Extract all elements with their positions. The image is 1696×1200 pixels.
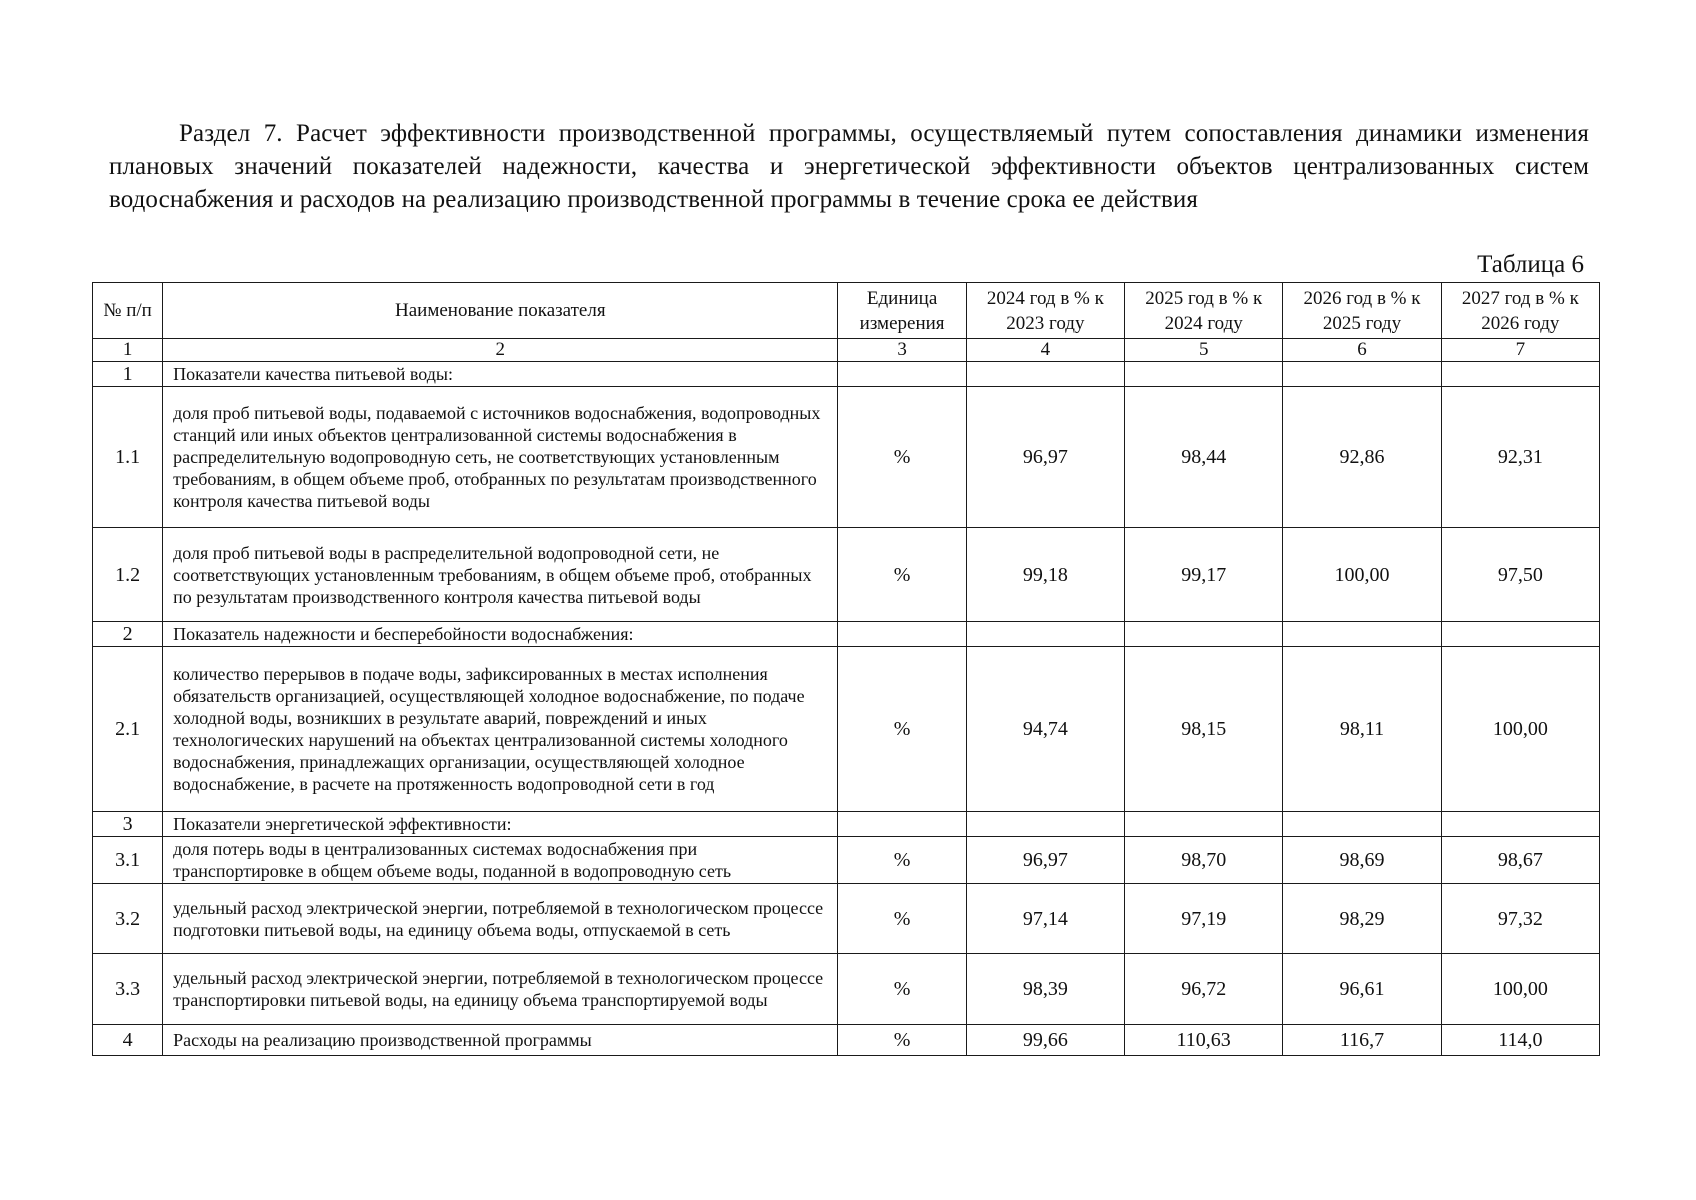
row-indicator-name: Показатель надежности и бесперебойности водоснабжения: — [163, 622, 838, 647]
row-value-2026 — [1283, 622, 1441, 647]
table-row-section — [93, 622, 1600, 647]
header-num: № п/п — [93, 283, 163, 339]
efficiency-table — [92, 282, 1600, 1056]
column-index: 3 — [838, 339, 966, 362]
header-2026: 2026 год в % к 2025 году — [1283, 283, 1441, 339]
table-row — [93, 837, 1600, 884]
row-unit: % — [838, 528, 966, 622]
row-indicator-name: Расходы на реализацию производственной программы — [163, 1025, 838, 1056]
row-value-2026: 98,69 — [1283, 837, 1441, 884]
row-value-2025 — [1125, 362, 1283, 387]
row-unit — [838, 622, 966, 647]
header-name: Наименование показателя — [163, 283, 838, 339]
row-number: 3 — [93, 812, 163, 837]
row-value-2026: 100,00 — [1283, 528, 1441, 622]
row-value-2025: 110,63 — [1125, 1025, 1283, 1056]
row-value-2024 — [966, 812, 1124, 837]
row-value-2025: 98,44 — [1125, 387, 1283, 528]
table-row-section — [93, 812, 1600, 837]
row-value-2027: 114,0 — [1441, 1025, 1599, 1056]
row-value-2024 — [966, 362, 1124, 387]
row-value-2025: 98,70 — [1125, 837, 1283, 884]
column-index: 1 — [93, 339, 163, 362]
table-row-section — [93, 362, 1600, 387]
row-value-2025: 97,19 — [1125, 884, 1283, 954]
row-value-2026: 116,7 — [1283, 1025, 1441, 1056]
row-value-2024: 97,14 — [966, 884, 1124, 954]
header-unit: Единица измерения — [838, 283, 966, 339]
table-row — [93, 1025, 1600, 1056]
row-number: 3.1 — [93, 837, 163, 884]
table-row — [93, 954, 1600, 1025]
row-value-2026: 98,29 — [1283, 884, 1441, 954]
row-unit: % — [838, 837, 966, 884]
row-value-2025: 96,72 — [1125, 954, 1283, 1025]
table-row — [93, 884, 1600, 954]
row-number: 1.1 — [93, 387, 163, 528]
column-index: 2 — [163, 339, 838, 362]
row-value-2026: 98,11 — [1283, 647, 1441, 812]
row-value-2027 — [1441, 362, 1599, 387]
row-value-2027: 92,31 — [1441, 387, 1599, 528]
row-indicator-name: Показатели качества питьевой воды: — [163, 362, 838, 387]
row-number: 4 — [93, 1025, 163, 1056]
row-indicator-name: удельный расход электрической энергии, потребляемой в технологическом процессе транспортировки питьевой воды, на единицу объема транспортируемой воды — [163, 954, 838, 1025]
row-unit: % — [838, 1025, 966, 1056]
row-indicator-name: Показатели энергетической эффективности: — [163, 812, 838, 837]
column-index: 7 — [1441, 339, 1599, 362]
row-indicator-name: количество перерывов в подаче воды, зафиксированных в местах исполнения обязательств организацией, осуществляющей холодное водоснабжение, по подаче холодной воды, возникших в результате аварий, повреждений и иных технологических нарушений на объектах централизованной системы холодного водоснабжения, принадлежащих организации, осуществляющей холодное водоснабжение, в расчете на протяженность водопроводной сети в год — [163, 647, 838, 812]
row-value-2026: 92,86 — [1283, 387, 1441, 528]
row-number: 2.1 — [93, 647, 163, 812]
row-unit: % — [838, 387, 966, 528]
row-number: 1 — [93, 362, 163, 387]
row-indicator-name: доля проб питьевой воды в распределительной водопроводной сети, не соответствующих установленным требованиям, в общем объеме проб, отобранных по результатам производственного контроля качества питьевой воды — [163, 528, 838, 622]
row-unit: % — [838, 647, 966, 812]
table-row — [93, 528, 1600, 622]
row-value-2027: 97,32 — [1441, 884, 1599, 954]
row-number: 3.3 — [93, 954, 163, 1025]
row-indicator-name: удельный расход электрической энергии, потребляемой в технологическом процессе подготовки питьевой воды, на единицу объема воды, отпускаемой в сеть — [163, 884, 838, 954]
row-indicator-name: доля проб питьевой воды, подаваемой с источников водоснабжения, водопроводных станций или иных объектов централизованной системы водоснабжения в распределительную водопроводную сеть, не соответствующих установленным требованиям, в общем объеме проб, отобранных по результатам производственного контроля качества питьевой воды — [163, 387, 838, 528]
row-value-2027 — [1441, 622, 1599, 647]
row-value-2024: 96,97 — [966, 837, 1124, 884]
row-value-2024: 99,18 — [966, 528, 1124, 622]
row-value-2026 — [1283, 362, 1441, 387]
section-heading: Раздел 7. Расчет эффективности производственной программы, осуществляемый путем сопоставления динамики изменения плановых значений показателей надежности, качества и энергетической эффективности объектов централизованных систем водоснабжения и расходов на реализацию производственной программы в течение срока ее действия — [109, 120, 1589, 213]
row-unit: % — [838, 884, 966, 954]
row-unit — [838, 812, 966, 837]
row-value-2024: 98,39 — [966, 954, 1124, 1025]
table-row — [93, 387, 1600, 528]
row-value-2024 — [966, 622, 1124, 647]
row-value-2024: 96,97 — [966, 387, 1124, 528]
header-row — [93, 283, 1600, 339]
table-row — [93, 647, 1600, 812]
column-index: 6 — [1283, 339, 1441, 362]
column-index: 5 — [1125, 339, 1283, 362]
row-indicator-name: доля потерь воды в централизованных системах водоснабжения при транспортировке в общем объеме воды, поданной в водопроводную сеть — [163, 837, 838, 884]
header-2027: 2027 год в % к 2026 году — [1441, 283, 1599, 339]
row-value-2027: 98,67 — [1441, 837, 1599, 884]
row-number: 1.2 — [93, 528, 163, 622]
header-2025: 2025 год в % к 2024 году — [1125, 283, 1283, 339]
row-number: 3.2 — [93, 884, 163, 954]
table-caption: Таблица 6 — [1477, 251, 1584, 278]
header-2024: 2024 год в % к 2023 году — [966, 283, 1124, 339]
row-value-2025 — [1125, 812, 1283, 837]
row-value-2027: 100,00 — [1441, 647, 1599, 812]
row-value-2025 — [1125, 622, 1283, 647]
column-index-row — [93, 339, 1600, 362]
column-index: 4 — [966, 339, 1124, 362]
row-value-2027: 100,00 — [1441, 954, 1599, 1025]
row-value-2026: 96,61 — [1283, 954, 1441, 1025]
row-value-2027 — [1441, 812, 1599, 837]
row-value-2025: 98,15 — [1125, 647, 1283, 812]
row-value-2025: 99,17 — [1125, 528, 1283, 622]
row-value-2024: 94,74 — [966, 647, 1124, 812]
row-number: 2 — [93, 622, 163, 647]
row-unit — [838, 362, 966, 387]
row-value-2027: 97,50 — [1441, 528, 1599, 622]
row-value-2026 — [1283, 812, 1441, 837]
row-unit: % — [838, 954, 966, 1025]
row-value-2024: 99,66 — [966, 1025, 1124, 1056]
